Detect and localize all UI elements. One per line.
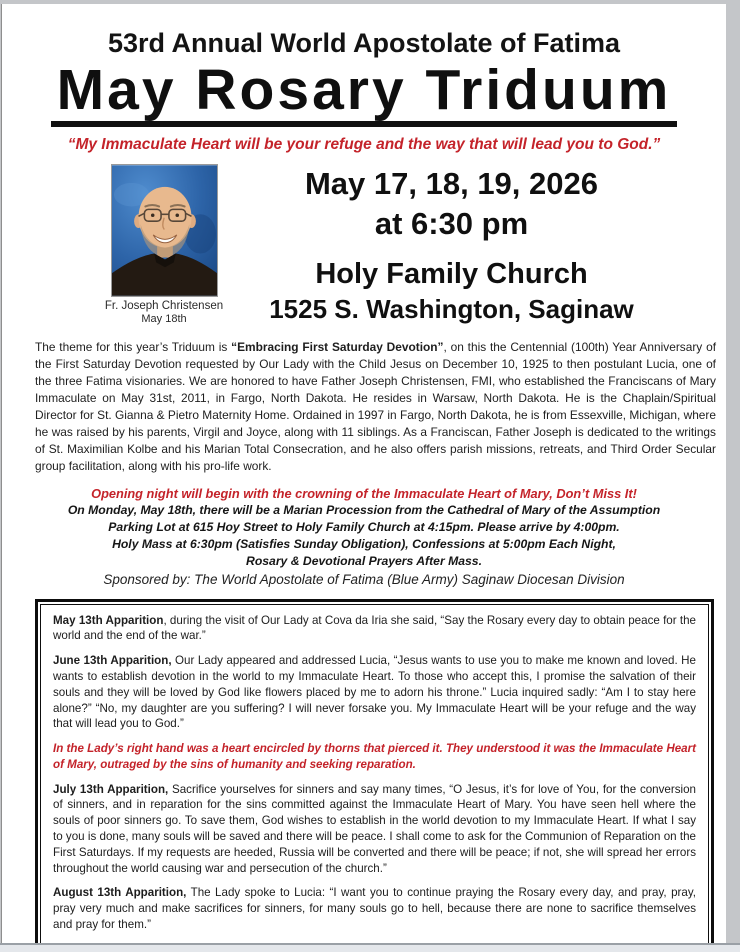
apparitions-box-inner	[40, 604, 709, 943]
announcement-line-1: On Monday, May 18th, there will be a Marian Procession from the Cathedral of Mary of the Assumption	[67, 502, 661, 517]
apparition-may	[53, 613, 696, 645]
intro-paragraph	[35, 339, 716, 475]
apparition-june	[53, 653, 696, 732]
apparition-may-text: , during the visit of Our Lady at Cova da Iria she said, “Say the Rosary every day to obtain peace for the world and the end of the war.”	[53, 613, 696, 643]
event-time: at 6:30 pm	[374, 205, 529, 241]
event-address: 1525 S. Washington, Saginaw	[269, 293, 634, 324]
apparition-july-lead: July 13th Apparition,	[53, 782, 169, 796]
apparition-june-lead: June 13th Apparition,	[53, 654, 172, 668]
announcement-line-4: Rosary & Devotional Prayers After Mass.	[246, 553, 482, 568]
apparition-may-lead: May 13th Apparition	[53, 613, 164, 627]
intro-theme-bold: “Embracing First Saturday Devotion”	[231, 339, 444, 354]
page-title: May Rosary Triduum	[51, 61, 678, 127]
apparition-red-note	[53, 741, 696, 773]
apparitions-box	[35, 599, 714, 943]
sponsor-line: Sponsored by: The World Apostolate of Fatima (Blue Army) Saginaw Diocesan Division	[103, 571, 625, 587]
apparition-august-lead: August 13th Apparition,	[53, 886, 187, 900]
event-dates: May 17, 18, 19, 2026	[304, 166, 598, 202]
title-wrap	[2, 58, 726, 127]
apparition-july	[53, 782, 696, 877]
photo-caption	[99, 300, 229, 325]
announcement-line-2: Parking Lot at 615 Hoy Street to Holy Family Church at 4:15pm. Please arrive by 4:00pm.	[108, 519, 620, 534]
intro-text-rest: , on this the Centennial (100th) Year Anniversary of the First Saturday Devotion requested by Our Lady with the Child Jesus on December 10, 1925 to then postulant Lucia, one of the three Fatima visionaries. We are honored to have Father Joseph Christensen, FMI, who established the Franciscans of Mary Immaculate on May 31st, 2011, in Fargo, North Dakota. He resides in Warsaw, North Dakota. He is the Chaplain/Spiritual Director for St. Gianna & Pietro Maternity Home. Ordained in 1997 in Fargo, North Dakota, he is from Essexville, Michigan, where he was raised by his parents, Virgil and Joyce, along with 11 siblings. As a Franciscan, Father Joseph is dedicated to the writings of St. Maximilian Kolbe and his Marian Total Consecration, and he also offers parish missions, retreats, and Third Order Secular group facilitation, along with his pro-life work.	[35, 339, 716, 473]
event-subtitle: 53rd Annual World Apostolate of Fatima	[107, 28, 621, 58]
apparition-august-text: The Lady spoke to Lucia: “I want you to continue praying the Rosary every day, and pray, pray, pray very much and make sacrifices for sinners, for many souls go to hell, because there are none to sacrifice themselves and pray for them.”	[53, 886, 696, 932]
photo-caption-name: Fr. Joseph Christensen	[104, 300, 224, 313]
info-row	[2, 164, 726, 326]
apparition-august	[53, 885, 696, 932]
marian-quote: “My Immaculate Heart will be your refuge and the way that will lead you to God.”	[67, 136, 661, 154]
announcement-highlight: Opening night will begin with the crowning of the Immaculate Heart of Mary, Don’t Miss It!	[91, 485, 637, 501]
intro-text-start: The theme for this year’s Triduum is	[35, 339, 232, 354]
apparition-red-note-text: In the Lady’s right hand was a heart encircled by thorns that pierced it. They understood it was the Immaculate Heart of Mary, outraged by the sins of humanity and seeking reparation.	[53, 742, 696, 771]
announcement-line-3: Holy Mass at 6:30pm (Satisfies Sunday Obligation), Confessions at 5:00pm Each Night,	[112, 536, 616, 551]
event-venue: Holy Family Church	[315, 258, 588, 291]
scan-bottom-edge	[0, 943, 740, 952]
photo-caption-date: May 18th	[141, 313, 187, 326]
announcement-block	[2, 485, 726, 589]
event-details	[229, 164, 726, 326]
apparition-june-text: Our Lady appeared and addressed Lucia, “Jesus wants to use you to make me known and loved. He wants to establish devotion in the world to my Immaculate Heart. To those who accept this, I promise the salvation of their souls and they will be loved by God like flowers placed by me to adorn his throne.” Lucia inquired sadly: “Am I to stay here alone?” “No, my daughter are you suffering? I will never forsake you. My Immaculate Heart will be your refuge and the way that will lead you to God.”	[53, 654, 696, 731]
priest-photo	[99, 164, 229, 326]
priest-portrait-illustration	[111, 164, 218, 297]
apparition-july-text: Sacrifice yourselves for sinners and say many times, “O Jesus, it’s for love of You, for the conversion of sinners, and in reparation for the sins committed against the Immaculate Heart of Mary. You have seen hell where the souls of poor sinners go. To save them, God wishes to establish in the world devotion to my Immaculate Heart. If what I say to you is done, many souls will be saved and there will be peace. I shall come to ask for the Communion of Reparation on the First Saturdays. If my requests are heeded, Russia will be converted and there will be peace; if not, she will spread her errors throughout the world causing war and persecution of the church.”	[53, 782, 697, 875]
flyer-page	[1, 4, 726, 943]
